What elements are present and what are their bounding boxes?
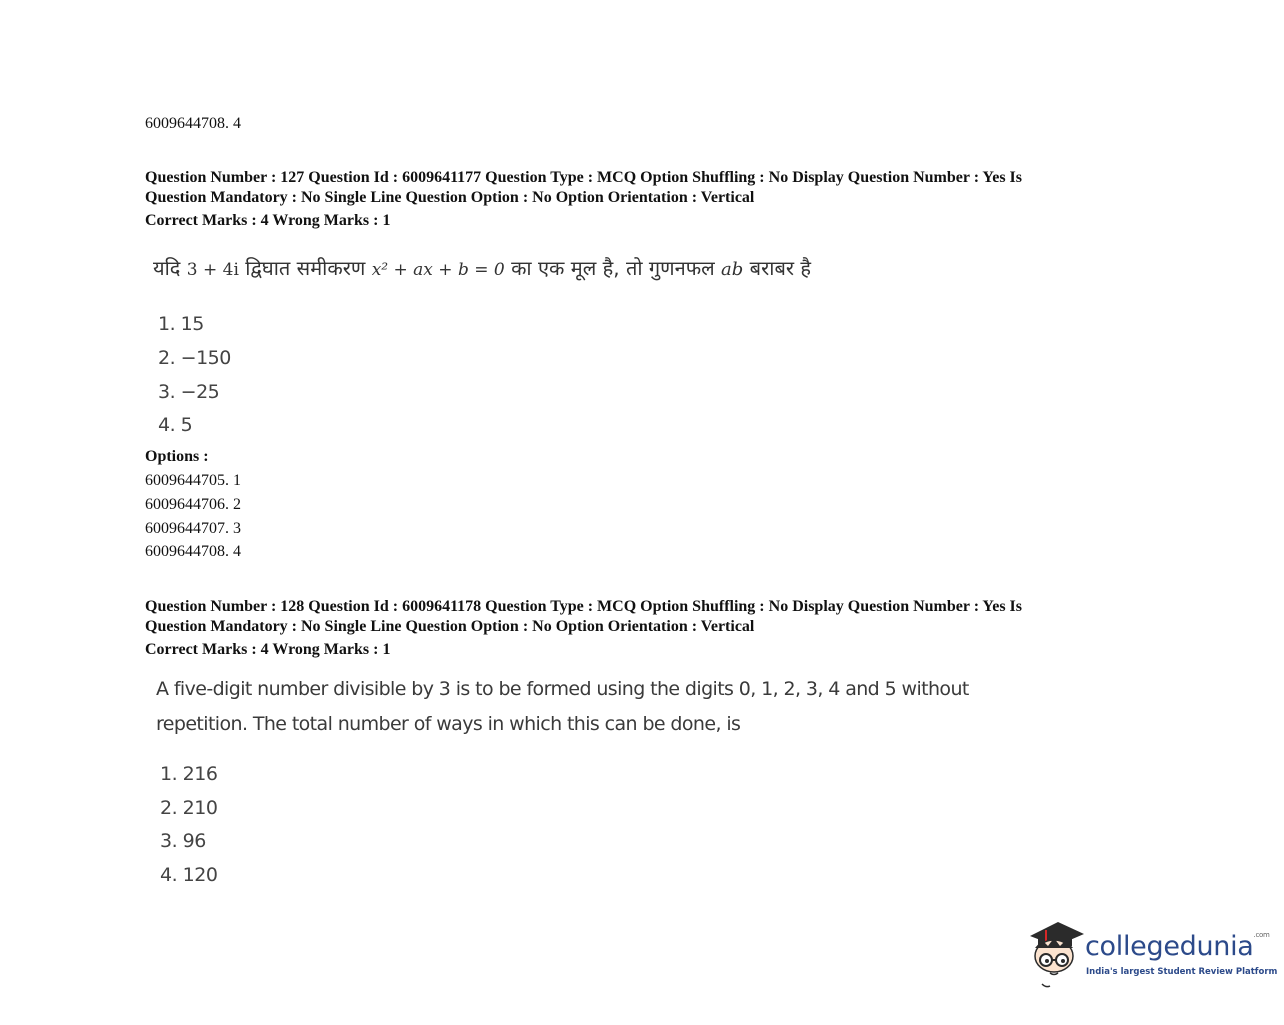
mascot-icon	[1024, 918, 1086, 988]
product-variable: ab	[721, 259, 744, 280]
question-128-choice-2: 2. 210	[160, 797, 218, 819]
options-heading: Options :	[145, 448, 209, 465]
meta-line-1: Question Number : 128 Question Id : 6009641178 Question Type : MCQ Option Shuffling : No Display Question Number : Yes Is	[145, 598, 1022, 615]
logo-name: collegedunia	[1085, 931, 1254, 962]
option-id: 6009644708. 4	[145, 543, 241, 560]
question-128-choice-4: 4. 120	[160, 864, 218, 886]
question-127-choice-2: 2. −150	[158, 347, 231, 369]
question-127-choice-3: 3. −25	[158, 381, 220, 403]
meta-line-2: Question Mandatory : No Single Line Question Option : No Option Orientation : Vertical	[145, 618, 755, 635]
question-128-text	[156, 672, 969, 742]
question-127-text	[153, 254, 811, 281]
question-128-marks: Correct Marks : 4 Wrong Marks : 1	[145, 641, 391, 658]
question-128-choice-3: 3. 96	[160, 830, 206, 852]
meta-line-1: Question Number : 127 Question Id : 6009641177 Question Type : MCQ Option Shuffling : No Display Question Number : Yes Is	[145, 169, 1022, 186]
question-text-part: यदि	[153, 256, 181, 280]
quadratic-equation: x² + ax + b = 0	[371, 260, 505, 280]
option-id: 6009644706. 2	[145, 496, 241, 513]
logo-tagline: India's largest Student Review Platform	[1086, 967, 1278, 977]
question-127-meta	[145, 168, 1125, 208]
question-127-choice-4: 4. 5	[158, 414, 193, 436]
question-128-choice-1: 1. 216	[160, 763, 218, 785]
question-127-choice-1: 1. 15	[158, 313, 204, 335]
complex-root: 3 + 4i	[186, 260, 239, 280]
question-127-marks: Correct Marks : 4 Wrong Marks : 1	[145, 212, 391, 229]
question-text-part: का एक मूल है, तो गुणनफल	[511, 256, 715, 280]
option-id: 6009644708. 4	[145, 115, 241, 132]
option-id: 6009644705. 1	[145, 472, 241, 489]
meta-line-2: Question Mandatory : No Single Line Question Option : No Option Orientation : Vertical	[145, 189, 755, 206]
question-text-part: बराबर है	[749, 256, 812, 280]
question-128-meta	[145, 597, 1125, 637]
option-id: 6009644707. 3	[145, 520, 241, 537]
logo-wordmark	[1085, 931, 1270, 962]
logo-suffix: .com	[1253, 931, 1270, 939]
question-line: A five-digit number divisible by 3 is to be formed using the digits 0, 1, 2, 3, 4 and 5 without	[156, 678, 969, 700]
question-text-part: द्विघात समीकरण	[245, 256, 366, 280]
collegedunia-logo	[1024, 918, 1278, 988]
question-line: repetition. The total number of ways in which this can be done, is	[156, 713, 741, 735]
